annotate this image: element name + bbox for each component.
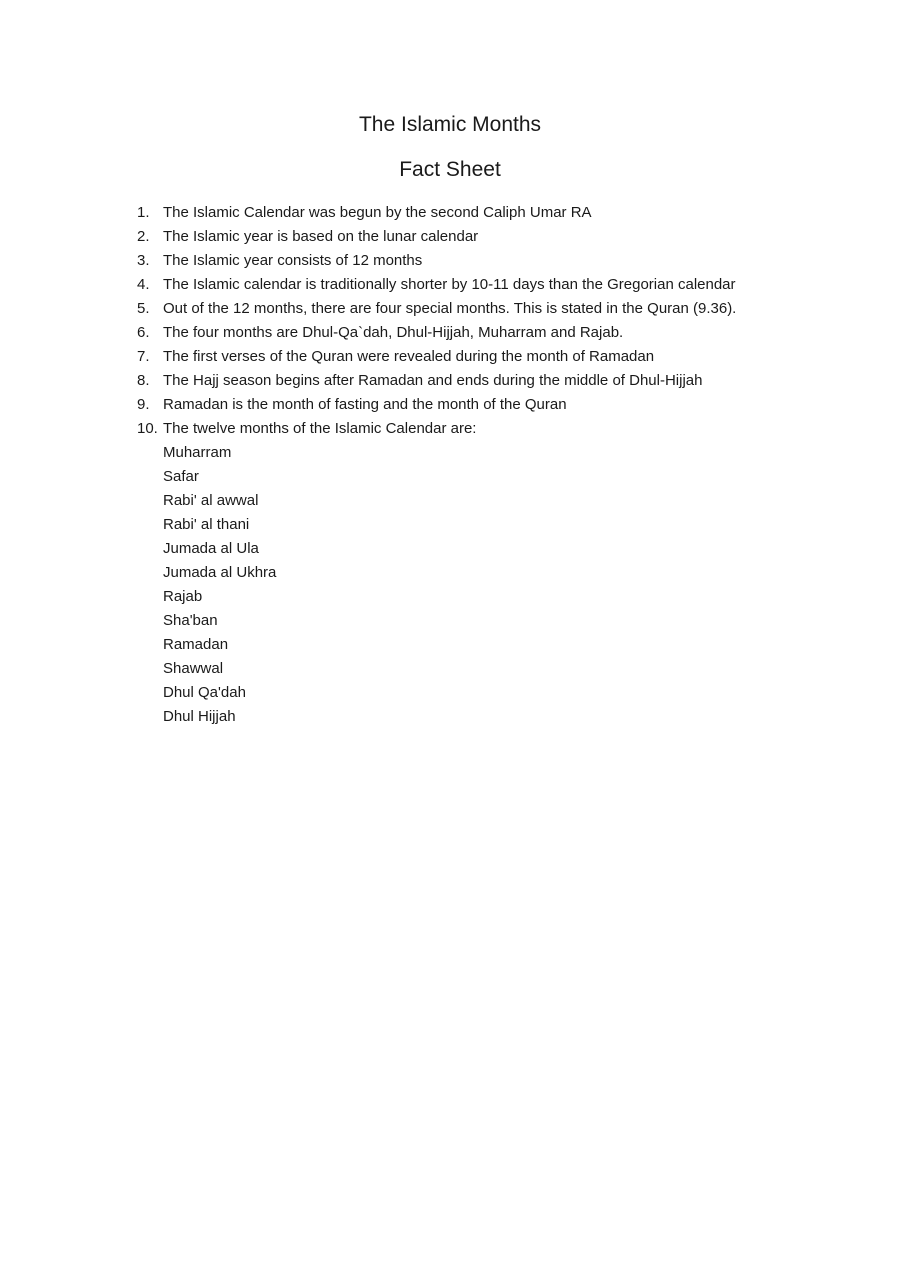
- month-item: Muharram: [163, 444, 232, 461]
- fact-number: 3.: [137, 252, 150, 269]
- fact-item: [137, 297, 745, 321]
- fact-text: The first verses of the Quran were revealed during the month of Ramadan: [163, 348, 655, 365]
- fact-text: The Islamic year is based on the lunar calendar: [163, 228, 479, 245]
- fact-text: The Islamic calendar is traditionally shorter by 10-11 days than the Gregorian calendar: [163, 276, 736, 293]
- fact-item: [137, 249, 745, 273]
- fact-item: [137, 345, 745, 369]
- month-list: [137, 441, 763, 729]
- fact-text: Ramadan is the month of fasting and the month of the Quran: [163, 396, 567, 413]
- fact-number: 8.: [137, 372, 150, 389]
- fact-item: [137, 417, 745, 441]
- fact-text: The Islamic Calendar was begun by the second Caliph Umar RA: [163, 204, 592, 221]
- fact-item: [137, 225, 745, 249]
- fact-text: The four months are Dhul-Qa`dah, Dhul-Hijjah, Muharram and Rajab.: [163, 324, 624, 341]
- fact-text: The twelve months of the Islamic Calendar are:: [163, 420, 477, 437]
- month-item: Rabi' al awwal: [163, 492, 259, 509]
- fact-list: [137, 201, 745, 441]
- month-item: Rajab: [163, 588, 203, 605]
- document-title: The Islamic Months: [358, 113, 542, 136]
- fact-number: 5.: [137, 300, 150, 317]
- month-item: Dhul Hijjah: [163, 708, 236, 725]
- month-item: Safar: [163, 468, 199, 485]
- fact-text: Out of the 12 months, there are four special months. This is stated in the Quran (9.36).: [163, 300, 737, 317]
- month-item: Jumada al Ula: [163, 540, 259, 557]
- fact-text: The Hajj season begins after Ramadan and ends during the middle of Dhul-Hijjah: [163, 372, 703, 389]
- fact-number: 9.: [137, 396, 150, 413]
- fact-number: 10.: [137, 420, 158, 437]
- month-item: Shawwal: [163, 660, 224, 677]
- fact-item: [137, 369, 745, 393]
- document-subtitle: Fact Sheet: [399, 158, 501, 181]
- fact-item: [137, 201, 745, 225]
- month-item: Ramadan: [163, 636, 229, 653]
- month-item: Sha'ban: [163, 612, 218, 629]
- fact-number: 6.: [137, 324, 150, 341]
- fact-number: 2.: [137, 228, 150, 245]
- fact-text: The Islamic year consists of 12 months: [163, 252, 423, 269]
- month-item: Dhul Qa'dah: [163, 684, 246, 701]
- month-item: Jumada al Ukhra: [163, 564, 277, 581]
- month-item: Rabi' al thani: [163, 516, 250, 533]
- fact-number: 1.: [137, 204, 150, 221]
- document-content: [137, 111, 763, 729]
- fact-item: [137, 273, 745, 297]
- fact-number: 7.: [137, 348, 150, 365]
- fact-item: [137, 321, 745, 345]
- fact-item: [137, 393, 745, 417]
- fact-number: 4.: [137, 276, 150, 293]
